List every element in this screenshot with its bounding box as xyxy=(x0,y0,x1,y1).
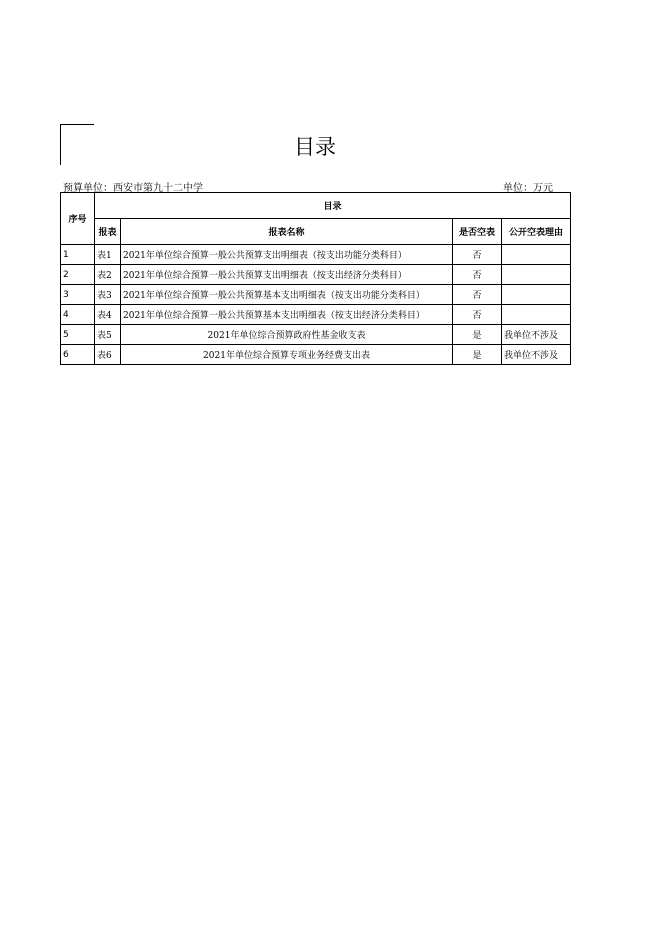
table-row xyxy=(61,285,571,305)
header-reason: 公开空表理由 xyxy=(502,219,571,245)
row-report: 表4 xyxy=(95,305,121,325)
row-report: 表5 xyxy=(95,325,121,345)
row-name: 2021年单位综合预算政府性基金收支表 xyxy=(121,325,453,345)
budget-unit-label: 预算单位：西安市第九十二中学 xyxy=(63,183,203,194)
row-empty: 否 xyxy=(453,305,502,325)
row-reason xyxy=(502,245,571,265)
header-group: 目录 xyxy=(95,193,571,219)
row-seq: 6 xyxy=(61,345,95,365)
row-empty: 是 xyxy=(453,345,502,365)
row-name: 2021年单位综合预算一般公共预算支出明细表（按支出功能分类科目） xyxy=(121,245,453,265)
row-empty: 否 xyxy=(453,265,502,285)
page-title: 目录 xyxy=(294,135,336,159)
row-reason xyxy=(502,305,571,325)
row-reason xyxy=(502,285,571,305)
row-reason: 我单位不涉及 xyxy=(502,325,571,345)
row-empty: 否 xyxy=(453,245,502,265)
row-seq: 1 xyxy=(61,245,95,265)
currency-unit-label: 单位：万元 xyxy=(503,183,553,194)
row-report: 表2 xyxy=(95,265,121,285)
header-name: 报表名称 xyxy=(121,219,453,245)
row-report: 表1 xyxy=(95,245,121,265)
header-seq: 序号 xyxy=(61,193,95,245)
table-row xyxy=(61,345,571,365)
row-name: 2021年单位综合预算一般公共预算基本支出明细表（按支出功能分类科目） xyxy=(121,285,453,305)
table-subheader-row xyxy=(61,219,571,245)
row-seq: 2 xyxy=(61,265,95,285)
directory-table xyxy=(60,192,571,365)
row-empty: 否 xyxy=(453,285,502,305)
row-reason xyxy=(502,265,571,285)
row-empty: 是 xyxy=(453,325,502,345)
row-report: 表6 xyxy=(95,345,121,365)
row-name: 2021年单位综合预算一般公共预算支出明细表（按支出经济分类科目） xyxy=(121,265,453,285)
table-header-row xyxy=(61,193,571,219)
table-row xyxy=(61,265,571,285)
row-name: 2021年单位综合预算专项业务经费支出表 xyxy=(121,345,453,365)
row-seq: 4 xyxy=(61,305,95,325)
row-seq: 3 xyxy=(61,285,95,305)
header-empty: 是否空表 xyxy=(453,219,502,245)
row-reason: 我单位不涉及 xyxy=(502,345,571,365)
row-report: 表3 xyxy=(95,285,121,305)
table-row xyxy=(61,305,571,325)
table-row xyxy=(61,245,571,265)
row-name: 2021年单位综合预算一般公共预算基本支出明细表（按支出经济分类科目） xyxy=(121,305,453,325)
table-row xyxy=(61,325,571,345)
row-seq: 5 xyxy=(61,325,95,345)
header-report: 报表 xyxy=(95,219,121,245)
